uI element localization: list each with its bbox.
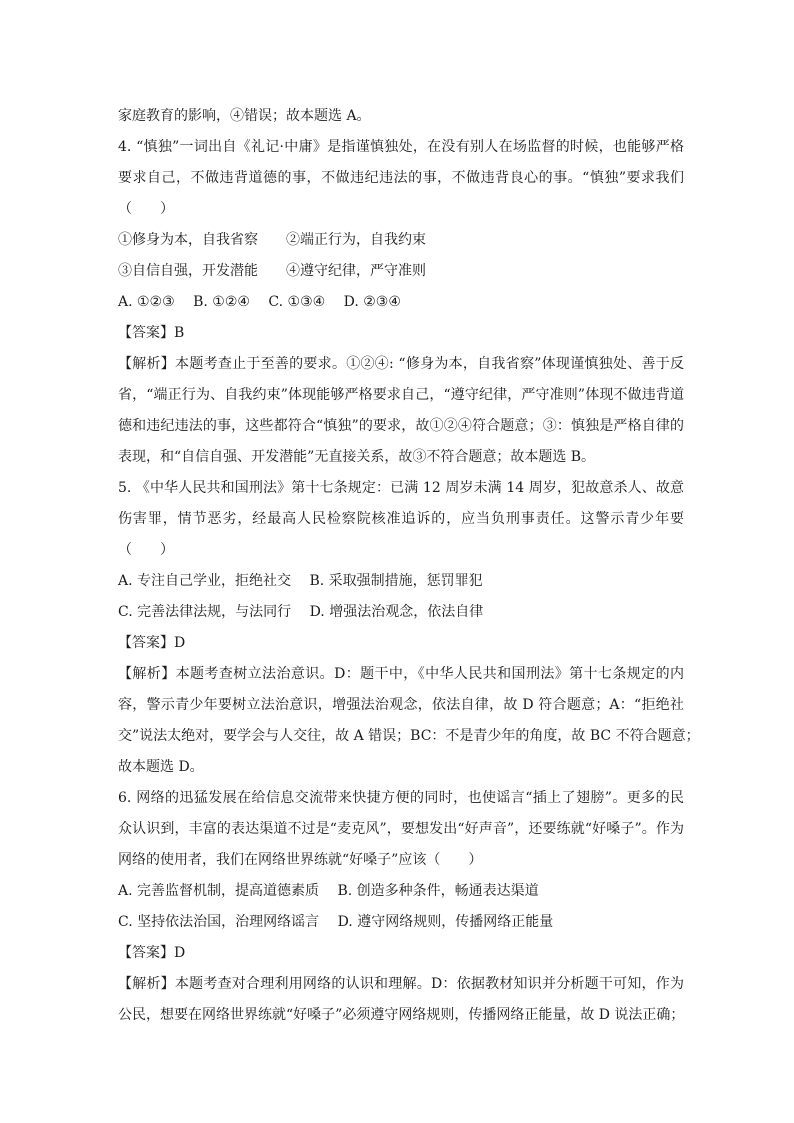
answer-options-line: A. 专注自己学业，拒绝社交 B. 采取强制措施，惩罚罪犯	[118, 573, 483, 589]
analysis-line: 表现，和“自信自强、开发潜能”无直接关系，故③不符合题意；故本题选 B。	[118, 449, 596, 465]
answer-options-line: C. 完善法律法规，与法同行 D. 增强法治观念，依法自律	[118, 604, 484, 620]
question-stem-line: 网络的使用者，我们在网络世界练就“好嗓子”应该（ ）	[118, 852, 483, 868]
answer-options-line: ③自信自强，开发潜能 ④遵守纪律，严守准则	[118, 263, 426, 279]
analysis-line: 故本题选 D。	[118, 759, 204, 775]
analysis-line: 【解析】本题考查树立法治意识。D：题干中，《中华人民共和国刑法》第十七条规定的内	[118, 666, 684, 682]
question-stem-line: （ ）	[118, 542, 174, 558]
question-stem-line: 6. 网络的迅猛发展在给信息交流带来快捷方便的同时，也使谣言“插上了翅膀”。更多的民	[118, 790, 684, 806]
analysis-line: 【解析】本题考查对合理利用网络的认识和理解。D：依据教材知识并分析题干可知，作为	[118, 976, 684, 992]
question-stem-line: （ ）	[118, 201, 174, 217]
document-body	[118, 101, 700, 1031]
analysis-line: 交”说法太绝对，要学会与人交往，故 A 错误；BC：不是青少年的角度，故 BC 不符合题意；	[118, 728, 700, 744]
analysis-line: 公民，想要在网络世界练就“好嗓子”必须遵守网络规则，传播网络正能量，故 D 说法正确；	[118, 1007, 685, 1023]
question-stem-line: 伤害罪，情节恶劣，经最高人民检察院核准追诉的，应当负刑事责任。这警示青少年要	[118, 511, 684, 527]
answer-options-line: A. 完善监督机制，提高道德素质 B. 创造多种条件，畅通表达渠道	[118, 883, 539, 899]
question-stem-line: 要求自己，不做违背道德的事，不做违纪违法的事，不做违背良心的事。“慎独”要求我们	[118, 170, 684, 186]
analysis-line: 【解析】本题考查止于至善的要求。①②④: “修身为本，自我省察”体现谨慎独处、善于反	[118, 356, 684, 372]
answer-options-line: C. 坚持依法治国，治理网络谣言 D. 遵守网络规则，传播网络正能量	[118, 914, 554, 930]
question-stem-line: 众认识到，丰富的表达渠道不过是“麦克风”，要想发出“好声音”，还要练就“好嗓子”。作为	[118, 821, 684, 837]
answer-key-line: 【答案】D	[118, 945, 186, 961]
answer-key-line: 【答案】B	[118, 325, 185, 341]
analysis-line: 容，警示青少年要树立法治意识，增强法治观念，依法自律，故 D 符合题意；A：“拒绝社	[118, 697, 684, 713]
answer-options-line: ①修身为本，自我省察 ②端正行为，自我约束	[118, 232, 426, 248]
analysis-line: 省，“端正行为、自我约束”体现能够严格要求自己，“遵守纪律，严守准则”体现不做违背道	[118, 387, 684, 403]
analysis-line: 德和违纪违法的事，这些都符合“慎独”的要求，故①②④符合题意；③：慎独是严格自律的	[118, 418, 684, 434]
answer-key-line: 【答案】D	[118, 635, 186, 651]
body-text-line: 家庭教育的影响，④错误；故本题选 A。	[118, 108, 371, 124]
question-stem-line: 4. “慎独”一词出自《礼记·中庸》是指谨慎独处，在没有别人在场监督的时候，也能够严格	[118, 139, 684, 155]
question-stem-line: 5. 《中华人民共和国刑法》第十七条规定：已满 12 周岁未满 14 周岁，犯故意杀人、故意	[118, 480, 684, 496]
answer-options-line: A. ①②③ B. ①②④ C. ①③④ D. ②③④	[118, 294, 401, 310]
